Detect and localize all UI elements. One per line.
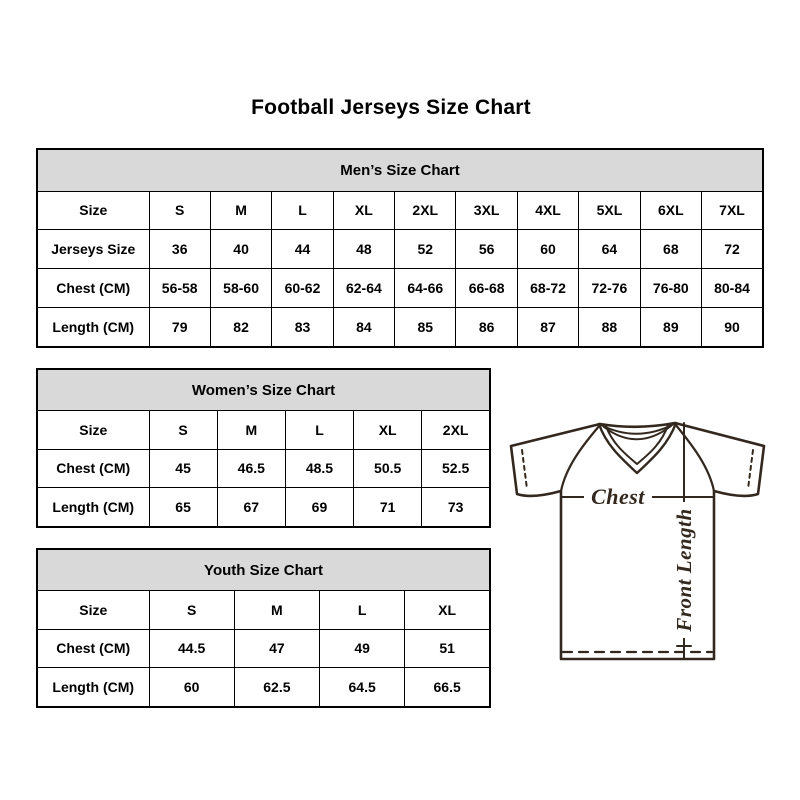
value-cell: 80-84 [702, 268, 763, 307]
value-cell: 64 [579, 230, 640, 269]
value-cell: 66.5 [405, 667, 490, 707]
table-row [37, 268, 763, 307]
row-header-cell: Size [37, 191, 149, 230]
value-cell: 60 [149, 667, 234, 707]
value-cell: S [149, 411, 217, 449]
table-row [37, 191, 763, 230]
value-cell: 48 [333, 230, 394, 269]
value-cell: 2XL [395, 191, 456, 230]
value-cell: 58-60 [210, 268, 271, 307]
value-cell: 7XL [702, 191, 763, 230]
row-header-cell: Length (CM) [37, 487, 149, 527]
value-cell: 5XL [579, 191, 640, 230]
row-header-cell: Length (CM) [37, 667, 149, 707]
value-cell: 36 [149, 230, 210, 269]
value-cell: 62.5 [234, 667, 319, 707]
value-cell: 60-62 [272, 268, 333, 307]
value-cell: 76-80 [640, 268, 701, 307]
jersey-outline [511, 423, 764, 659]
womens-size-table [36, 368, 491, 528]
value-cell: 52 [395, 230, 456, 269]
value-cell: L [285, 411, 353, 449]
mens-size-table [36, 148, 764, 348]
table-title: Men’s Size Chart [37, 149, 763, 191]
value-cell: L [320, 591, 405, 629]
value-cell: 86 [456, 307, 517, 347]
table-title-row [37, 369, 490, 411]
table-row [37, 591, 490, 629]
value-cell: 45 [149, 449, 217, 487]
table-title: Youth Size Chart [37, 549, 490, 591]
value-cell: 89 [640, 307, 701, 347]
value-cell: M [217, 411, 285, 449]
value-cell: M [210, 191, 271, 230]
value-cell: 65 [149, 487, 217, 527]
value-cell: 88 [579, 307, 640, 347]
page-title: Football Jerseys Size Chart [251, 96, 531, 119]
value-cell: 40 [210, 230, 271, 269]
value-cell: S [149, 191, 210, 230]
row-header-cell: Length (CM) [37, 307, 149, 347]
value-cell: 4XL [517, 191, 578, 230]
value-cell: 64-66 [395, 268, 456, 307]
value-cell: 2XL [422, 411, 490, 449]
value-cell: 44 [272, 230, 333, 269]
table-row [37, 667, 490, 707]
value-cell: 46.5 [217, 449, 285, 487]
value-cell: 48.5 [285, 449, 353, 487]
value-cell: 68-72 [517, 268, 578, 307]
row-header-cell: Chest (CM) [37, 629, 149, 667]
value-cell: 56-58 [149, 268, 210, 307]
value-cell: 72-76 [579, 268, 640, 307]
value-cell: 6XL [640, 191, 701, 230]
value-cell: M [234, 591, 319, 629]
value-cell: 66-68 [456, 268, 517, 307]
value-cell: 72 [702, 230, 763, 269]
value-cell: XL [354, 411, 422, 449]
table-row [37, 449, 490, 487]
row-header-cell: Chest (CM) [37, 268, 149, 307]
value-cell: 62-64 [333, 268, 394, 307]
value-cell: 71 [354, 487, 422, 527]
value-cell: 82 [210, 307, 271, 347]
value-cell: 90 [702, 307, 763, 347]
value-cell: 56 [456, 230, 517, 269]
value-cell: 44.5 [149, 629, 234, 667]
value-cell: 47 [234, 629, 319, 667]
row-header-cell: Size [37, 591, 149, 629]
value-cell: 85 [395, 307, 456, 347]
jersey-measurement-diagram [500, 410, 772, 672]
value-cell: 50.5 [354, 449, 422, 487]
value-cell: 49 [320, 629, 405, 667]
value-cell: 87 [517, 307, 578, 347]
row-header-cell: Size [37, 411, 149, 449]
value-cell: 73 [422, 487, 490, 527]
value-cell: 68 [640, 230, 701, 269]
table-title: Women’s Size Chart [37, 369, 490, 411]
value-cell: XL [333, 191, 394, 230]
chest-label: Chest [591, 484, 645, 509]
value-cell: L [272, 191, 333, 230]
table-row [37, 230, 763, 269]
jersey-diagram-svg [500, 410, 772, 672]
front-length-label: Front Length [672, 508, 696, 632]
table-row [37, 307, 763, 347]
youth-size-table [36, 548, 491, 708]
value-cell: 60 [517, 230, 578, 269]
value-cell: 84 [333, 307, 394, 347]
value-cell: 79 [149, 307, 210, 347]
value-cell: XL [405, 591, 490, 629]
value-cell: 3XL [456, 191, 517, 230]
value-cell: S [149, 591, 234, 629]
table-row [37, 487, 490, 527]
value-cell: 83 [272, 307, 333, 347]
table-row [37, 411, 490, 449]
value-cell: 51 [405, 629, 490, 667]
value-cell: 67 [217, 487, 285, 527]
value-cell: 64.5 [320, 667, 405, 707]
value-cell: 52.5 [422, 449, 490, 487]
row-header-cell: Jerseys Size [37, 230, 149, 269]
table-title-row [37, 549, 490, 591]
table-row [37, 629, 490, 667]
table-title-row [37, 149, 763, 191]
value-cell: 69 [285, 487, 353, 527]
row-header-cell: Chest (CM) [37, 449, 149, 487]
